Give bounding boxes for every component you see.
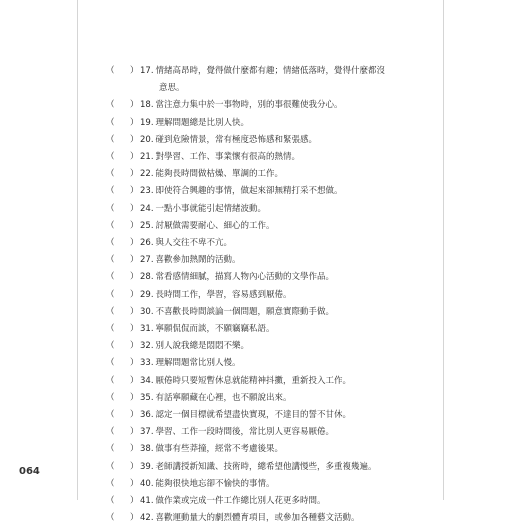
answer-paren-open[interactable]: （ bbox=[106, 427, 115, 438]
answer-paren-open[interactable]: （ bbox=[106, 134, 115, 145]
question-item bbox=[106, 390, 433, 406]
question-text: 能夠長時間做枯燥、單調的工作。 bbox=[155, 169, 284, 180]
answer-paren-close: ） bbox=[130, 169, 139, 180]
question-text: 碰到危險情景，常有極度恐怖感和緊張感。 bbox=[155, 134, 318, 145]
question-item bbox=[106, 407, 433, 423]
question-number: 22. bbox=[140, 169, 154, 180]
question-text: 理解問題總是比別人快。 bbox=[155, 117, 250, 128]
answer-paren-close: ） bbox=[130, 117, 139, 128]
question-number: 34. bbox=[140, 375, 154, 386]
answer-paren-close: ） bbox=[130, 392, 139, 403]
question-number: 41. bbox=[140, 496, 154, 506]
answer-paren-close: ） bbox=[130, 289, 139, 300]
question-item bbox=[106, 201, 433, 217]
question-number: 33. bbox=[140, 358, 154, 369]
question-number: 30. bbox=[140, 306, 154, 317]
question-item bbox=[106, 355, 433, 371]
answer-paren-open[interactable]: （ bbox=[106, 444, 115, 455]
answer-paren-close: ） bbox=[130, 358, 139, 369]
answer-paren-open[interactable]: （ bbox=[106, 152, 115, 162]
question-item bbox=[106, 115, 433, 131]
answer-paren-open[interactable]: （ bbox=[106, 358, 115, 369]
question-text: 喜歡運動量大的劇烈體育項目，或參加各種藝文活動。 bbox=[155, 513, 360, 524]
answer-paren-open[interactable]: （ bbox=[106, 289, 115, 300]
answer-paren-open[interactable]: （ bbox=[106, 496, 115, 506]
question-text: 即使符合興趣的事情，做起來卻無精打采不想做。 bbox=[155, 186, 343, 197]
question-text: 常看感情細膩，描寫人物內心活動的文學作品。 bbox=[155, 272, 335, 283]
question-number: 35. bbox=[140, 392, 154, 403]
question-item bbox=[106, 63, 433, 79]
question-text: 認定一個目標就希望盡快實現，不達目的誓不甘休。 bbox=[155, 410, 352, 420]
question-text: 厭倦時只要短暫休息就能精神抖擻，重新投入工作。 bbox=[155, 375, 352, 386]
question-text-continuation: 意思。 bbox=[159, 83, 185, 94]
answer-paren-close: ） bbox=[130, 203, 139, 214]
question-number: 17. bbox=[140, 66, 154, 76]
answer-paren-open[interactable]: （ bbox=[106, 324, 115, 334]
answer-paren-close: ） bbox=[130, 306, 139, 317]
answer-paren-open[interactable]: （ bbox=[106, 306, 115, 317]
question-text: 對學習、工作、事業懷有很高的熱情。 bbox=[155, 152, 301, 162]
question-item bbox=[106, 287, 433, 303]
question-number: 23. bbox=[140, 186, 154, 197]
question-text: 別人說我總是悶悶不樂。 bbox=[155, 341, 250, 352]
question-item bbox=[106, 132, 433, 148]
answer-paren-open[interactable]: （ bbox=[106, 461, 115, 472]
question-item bbox=[106, 218, 433, 234]
question-number: 42. bbox=[140, 513, 154, 524]
question-text: 當注意力集中於一事物時，別的事很難使我分心。 bbox=[155, 100, 343, 111]
question-item bbox=[106, 235, 433, 251]
answer-paren-close: ） bbox=[130, 255, 139, 266]
question-item bbox=[106, 459, 433, 475]
answer-paren-open[interactable]: （ bbox=[106, 238, 115, 248]
question-text: 能夠很快地忘卻不愉快的事情。 bbox=[155, 478, 275, 489]
answer-paren-close: ） bbox=[130, 513, 139, 524]
answer-paren-close: ） bbox=[130, 220, 139, 231]
question-number: 21. bbox=[140, 152, 154, 162]
question-text: 做作業或完成一件工作總比別人花更多時間。 bbox=[155, 496, 326, 506]
question-item bbox=[106, 321, 433, 337]
page-number: 064 bbox=[19, 466, 40, 477]
question-text: 有話寧願藏在心裡，也不願說出來。 bbox=[155, 392, 292, 403]
question-number: 38. bbox=[140, 444, 154, 455]
question-text: 寧願侃侃而談，不願竊竊私語。 bbox=[155, 324, 275, 334]
answer-paren-close: ） bbox=[130, 238, 139, 248]
answer-paren-open[interactable]: （ bbox=[106, 186, 115, 197]
answer-paren-open[interactable]: （ bbox=[106, 375, 115, 386]
question-number: 37. bbox=[140, 427, 154, 438]
answer-paren-open[interactable]: （ bbox=[106, 220, 115, 231]
question-number: 32. bbox=[140, 341, 154, 352]
question-text: 不喜歡長時間談論一個問題，願意實際動手做。 bbox=[155, 306, 335, 317]
question-text: 與人交往不卑不亢。 bbox=[155, 238, 233, 248]
question-number: 24. bbox=[140, 203, 154, 214]
question-item bbox=[106, 476, 433, 492]
answer-paren-close: ） bbox=[130, 134, 139, 145]
answer-paren-open[interactable]: （ bbox=[106, 478, 115, 489]
question-text: 做事有些莽撞，經常不考慮後果。 bbox=[155, 444, 284, 455]
question-item bbox=[106, 304, 433, 320]
question-number: 26. bbox=[140, 238, 154, 248]
question-item bbox=[106, 510, 433, 526]
answer-paren-close: ） bbox=[130, 324, 139, 334]
question-item bbox=[106, 441, 433, 457]
answer-paren-close: ） bbox=[130, 186, 139, 197]
question-number: 27. bbox=[140, 255, 154, 266]
question-text: 長時間工作，學習，容易感到厭倦。 bbox=[155, 289, 292, 300]
answer-paren-open[interactable]: （ bbox=[106, 392, 115, 403]
answer-paren-open[interactable]: （ bbox=[106, 341, 115, 352]
question-item bbox=[106, 338, 433, 354]
answer-paren-close: ） bbox=[130, 375, 139, 386]
question-item bbox=[106, 493, 433, 509]
answer-paren-close: ） bbox=[130, 444, 139, 455]
question-text: 喜歡參加熱鬧的活動。 bbox=[155, 255, 241, 266]
question-number: 20. bbox=[140, 134, 154, 145]
question-number: 31. bbox=[140, 324, 154, 334]
question-item bbox=[106, 149, 433, 165]
question-item bbox=[106, 424, 433, 440]
question-item bbox=[106, 97, 433, 113]
question-number: 29. bbox=[140, 289, 154, 300]
answer-paren-open[interactable]: （ bbox=[106, 272, 115, 283]
question-item bbox=[106, 269, 433, 285]
answer-paren-close: ） bbox=[130, 152, 139, 162]
question-text: 討厭做需要耐心、細心的工作。 bbox=[155, 220, 275, 231]
answer-paren-open[interactable]: （ bbox=[106, 117, 115, 128]
page bbox=[77, 0, 444, 524]
question-number: 18. bbox=[140, 100, 154, 111]
answer-paren-close: ） bbox=[130, 461, 139, 472]
question-item bbox=[106, 183, 433, 199]
answer-paren-open[interactable]: （ bbox=[106, 255, 115, 266]
question-number: 19. bbox=[140, 117, 154, 128]
answer-paren-close: ） bbox=[130, 272, 139, 283]
answer-paren-close: ） bbox=[130, 66, 139, 76]
answer-paren-open[interactable]: （ bbox=[106, 410, 115, 420]
question-item bbox=[106, 166, 433, 182]
answer-paren-open[interactable]: （ bbox=[106, 100, 115, 111]
question-text: 老師講授新知識、技術時，總希望他講慢些，多重複幾遍。 bbox=[155, 461, 377, 472]
answer-paren-open[interactable]: （ bbox=[106, 169, 115, 180]
answer-paren-close: ） bbox=[130, 341, 139, 352]
answer-paren-open[interactable]: （ bbox=[106, 513, 115, 524]
question-text: 情緒高昂時，覺得做什麼都有趣；情緒低落時，覺得什麼都沒 bbox=[155, 66, 386, 76]
answer-paren-close: ） bbox=[130, 478, 139, 489]
question-number: 39. bbox=[140, 461, 154, 472]
answer-paren-open[interactable]: （ bbox=[106, 203, 115, 214]
question-number: 36. bbox=[140, 410, 154, 420]
question-item bbox=[106, 373, 433, 389]
question-item bbox=[106, 252, 433, 268]
answer-paren-close: ） bbox=[130, 496, 139, 506]
question-text: 一點小事就能引起情緒波動。 bbox=[155, 203, 267, 214]
question-number: 28. bbox=[140, 272, 154, 283]
question-number: 40. bbox=[140, 478, 154, 489]
question-number: 25. bbox=[140, 220, 154, 231]
answer-paren-close: ） bbox=[130, 100, 139, 111]
answer-paren-close: ） bbox=[130, 410, 139, 420]
question-text: 理解問題常比別人慢。 bbox=[155, 358, 241, 369]
question-text: 學習、工作一段時間後，常比別人更容易厭倦。 bbox=[155, 427, 335, 438]
answer-paren-open[interactable]: （ bbox=[106, 66, 115, 76]
answer-paren-close: ） bbox=[130, 427, 139, 438]
